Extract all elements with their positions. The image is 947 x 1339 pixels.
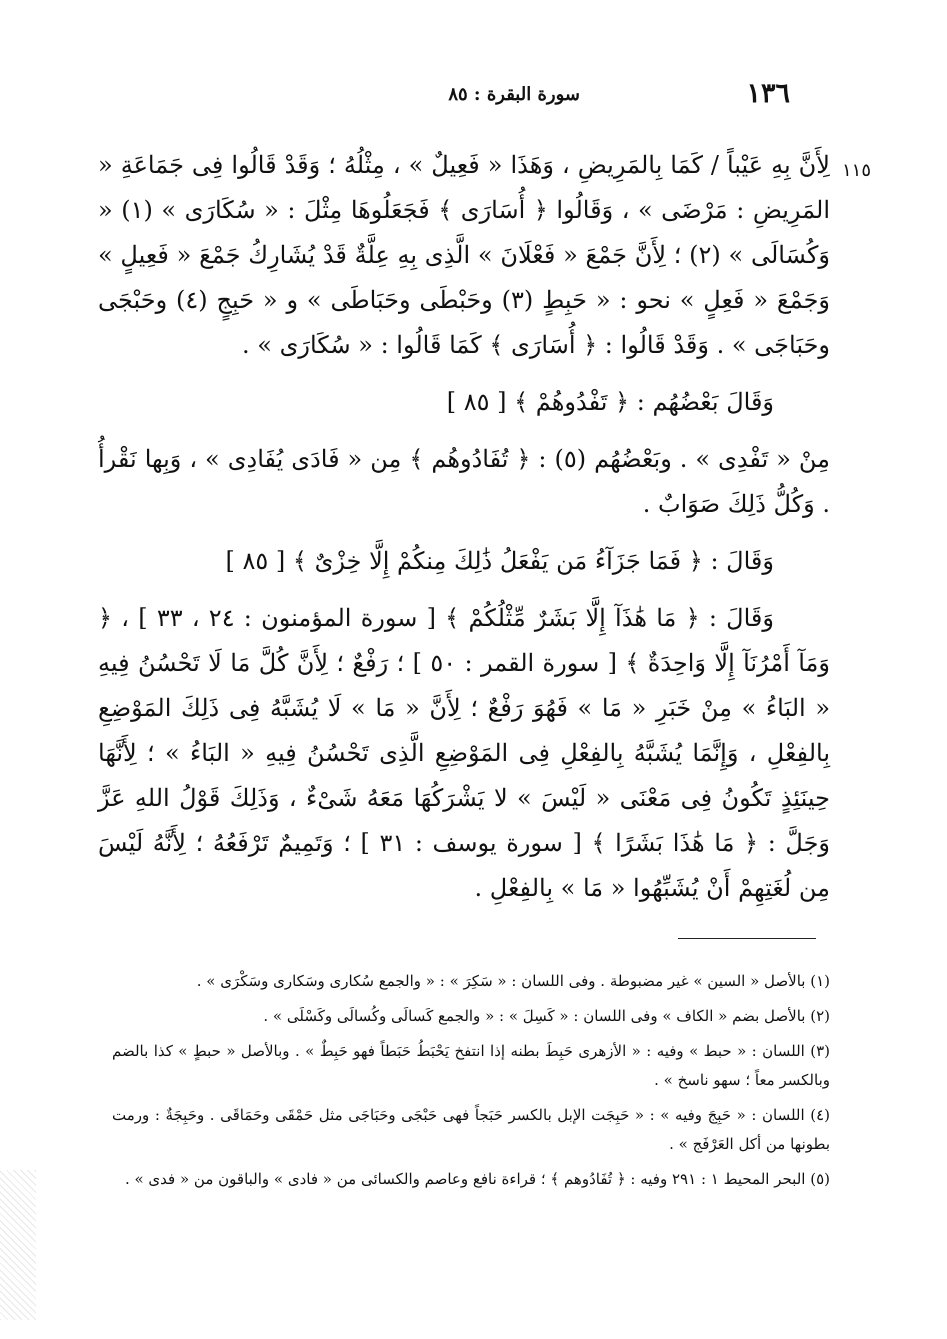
footnote-divider: [678, 938, 816, 939]
main-text: [98, 143, 830, 923]
footnote-1: (١) بالأصل « السين » غير مضبوطة . وفى اللسان : « سَكِرَ » : « والجمع سُكارى وسَكارى وسَكْرَى » .: [196, 972, 830, 990]
footnote-2: (٢) بالأصل بضم « الكاف » وفى اللسان : « كَسِلَ » : « والجمع كَسالَى وكُسالَى وكَسْلَى » .: [263, 1007, 830, 1025]
footnote-5: (٥) البحر المحيط ١ : ٢٩١ وفيه : ﴿ تُفَادُوهم ﴾ ؛ قراءة نافع وعاصم والكسائى من « فادى » والباقون من « فدى » .: [124, 1170, 830, 1188]
paragraph-2: وَقَالَ بَعْضُهُم : ﴿ تَفْدُوهُمْ ﴾ [ ٨٥ ]: [446, 388, 774, 416]
page-header: [170, 78, 790, 114]
footnotes: [112, 967, 830, 1200]
paragraph-4: وَقَالَ : ﴿ فَمَا جَزَآءُ مَن يَفْعَلُ ذَٰلِكَ مِنكُمْ إِلَّا خِزْىٌ ﴾ [ ٨٥ ]: [225, 547, 774, 575]
running-head: سورة البقرة : ٨٥: [448, 84, 580, 105]
margin-line-number: ١١٥: [842, 160, 872, 181]
footnote-3: (٣) اللسان : « حبط » وفيه : « الأزهرى حَبِطَ بطنه إذا انتفخ يَحْبَطُ حَبَطاً فهو حَبِطٌ » . وبالأصل « حبطٍ » كذا بالضم وبالكسر معاً ؛ سهو ناسخ » .: [112, 1042, 830, 1089]
paragraph-1: لِأَنَّ بِهِ عَيْباً / كَمَا بِالمَرِيضِ ، وَهَذَا « فَعِيلٌ » ، مِثْلُهُ ؛ وَقَدْ قَالُوا فِى جَمَاعَةِ « المَرِيضِ : مَرْضَى » ، وَقَالُوا ﴿ أُسَارَى ﴾ فَجَعَلُوهَا مِثْلَ : « سُكَارَى » (١) « وَكُسَالَى » (٢) ؛ لِأَنَّ جَمْعَ « فَعْلَانَ » الَّذِى بِهِ عِلَّةٌ قَدْ يُشَارِكُ جَمْعَ « فَعِيلٍ » وَجَمْعَ « فَعِلٍ » نحو : « حَبِطٍ (٣) وحَبْطَى وحَبَاطَى » و « حَبِجٍ (٤) وحَبْجَى وحَبَاجَى » . وَقَدْ قَالُوا : ﴿ أُسَارَى ﴾ كَمَا قَالُوا : « سُكَارَى » .: [98, 151, 831, 359]
page-number: ١٣٦: [746, 78, 790, 109]
scan-speckle: [0, 1170, 36, 1320]
footnote-4: (٤) اللسان : « حَبِجَ وفيه » : « حَبِجَت الإبل بالكسر حَبَجاً فهى حَبْجَى وحَبَاجَى مثل حَمْقَى وحَمَاقَى . وحَبِجَةٌ : ورمت بطونها من أكل العَرْفَج » .: [112, 1106, 830, 1153]
paragraph-5: وَقَالَ : ﴿ مَا هَٰذَآ إِلَّا بَشَرٌ مِّثْلُكُمْ ﴾ [ سورة المؤمنون : ٢٤ ، ٣٣ ] ، ﴿ وَمَآ أَمْرُنَآ إِلَّا وَاحِدَةٌ ﴾ [ سورة القمر : ٥٠ ] ؛ رَفْعٌ ؛ لِأَنَّ كُلَّ مَا لَا تَحْسُنُ فِيهِ « البَاءُ » مِنْ خَبَرِ « مَا » فَهُوَ رَفْعٌ ؛ لِأَنَّ « مَا » لَا يُشَبَّهُ فِى ذَلِكَ المَوْضِعِ بِالفِعْلِ ، وَإِنَّمَا يُشَبَّهُ بِالفِعْلِ فِى المَوْضِعِ الَّذِى تَحْسُنُ فِيهِ « البَاءُ » ؛ لِأَنَّهَا حِينَئِذٍ تَكُونُ فِى مَعْنَى « لَيْسَ » لا يَشْرَكُهَا مَعَهُ شَىْءٌ ، وَذَلِكَ قَوْلُ اللهِ عَزَّ وَجَلَّ : ﴿ مَا هَٰذَا بَشَرًا ﴾ [ سورة يوسف : ٣١ ] ؛ وَتَمِيمٌ تَرْفَعُهُ ؛ لِأَنَّهُ لَيْسَ مِن لُغَتِهِمْ أَنْ يُشَبِّهُوا « مَا » بِالفِعْلِ .: [98, 604, 830, 902]
paragraph-3: مِنْ « تَفْدِى » . وبَعْضُهُم (٥) : ﴿ تُفَادُوهُم ﴾ مِن « فَادَى يُفَادِى » ، وَبِها نَقْرأُ . وَكُلُّ ذَلِكَ صَوَابٌ .: [98, 445, 831, 518]
